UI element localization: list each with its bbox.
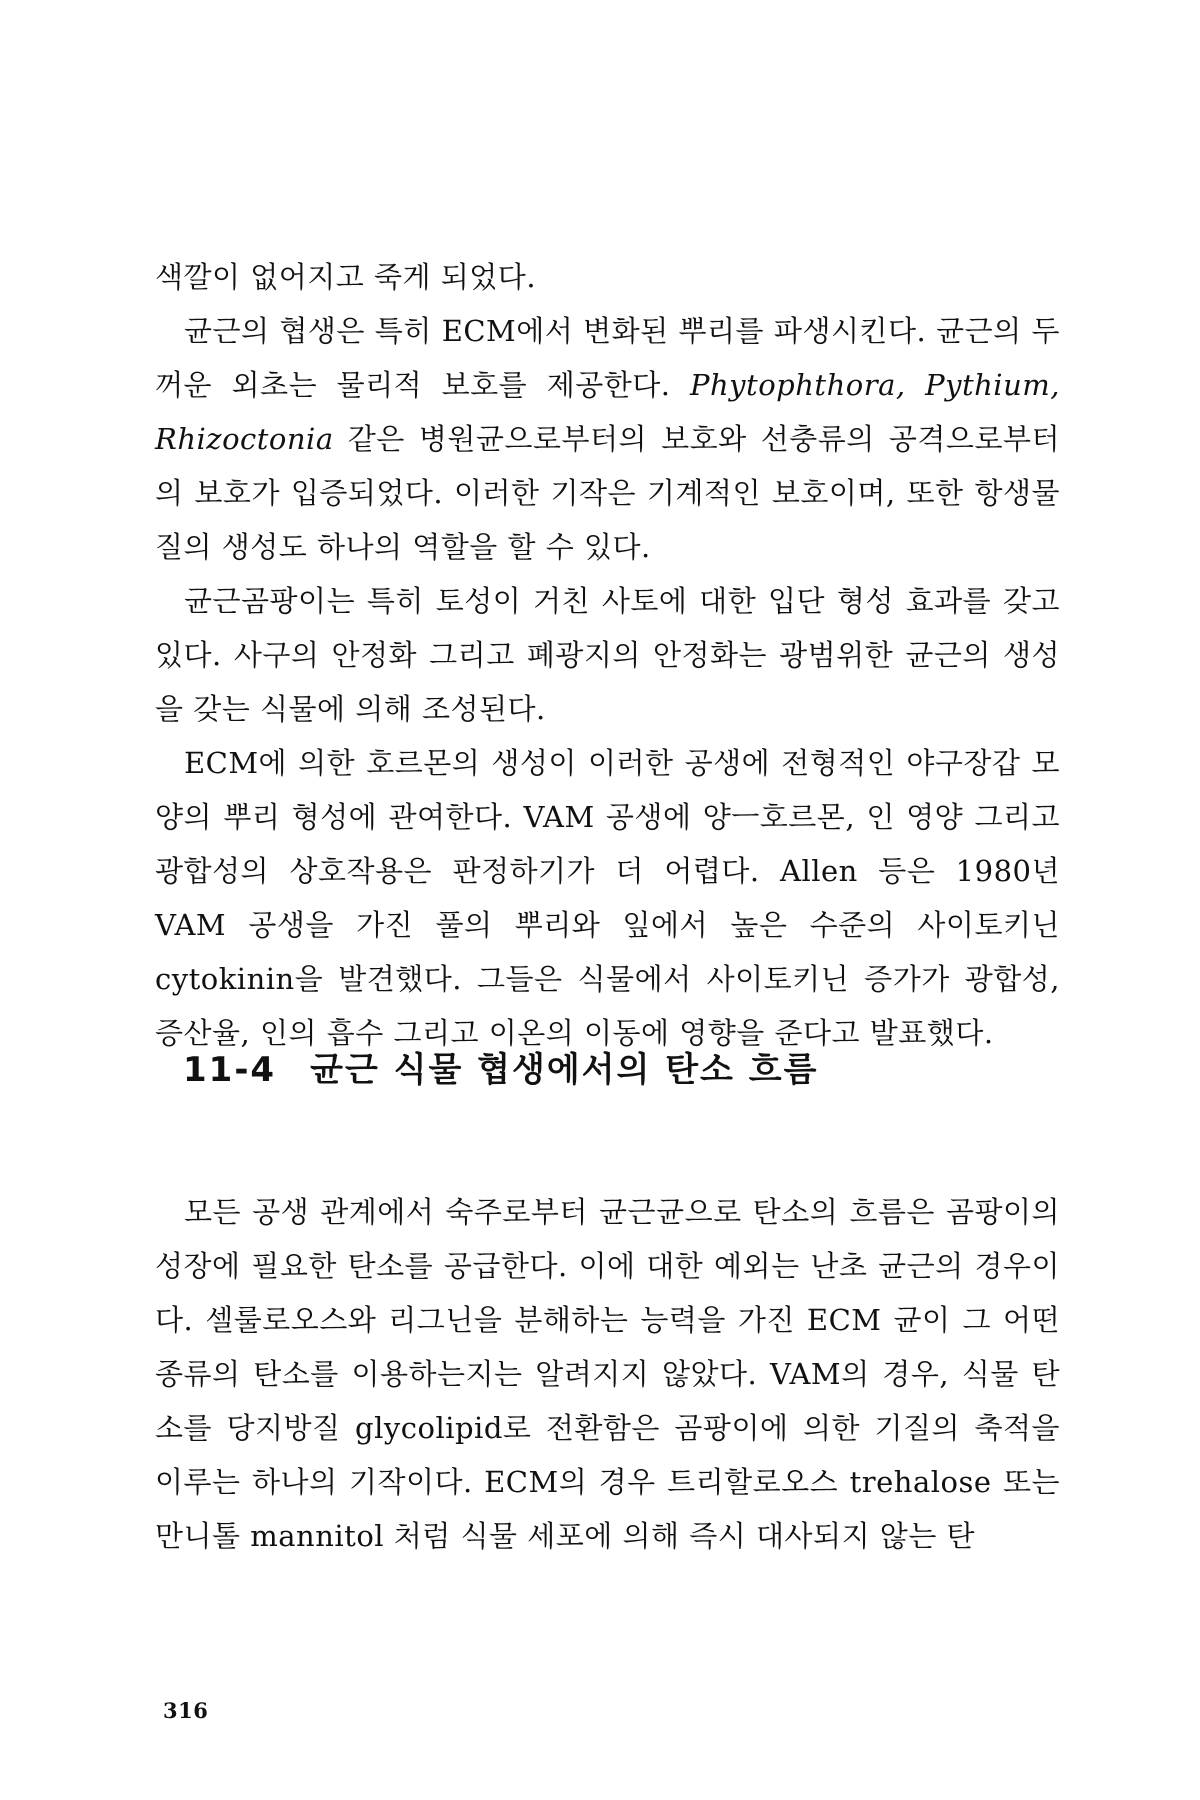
body-text-top [155, 250, 1060, 1060]
text-run: ECM에 의한 호르몬의 생성이 이러한 공생에 전형적인 야구장갑 모양의 뿌리 형성에 관여한다. VAM 공생에 양ㅡ호르몬, 인 영양 그리고 광합성의 상호작용은 판정하기가 더 어렵다. Allen 등은 1980년 VAM 공생을 가진 풀의 뿌리와 잎에서 높은 수준의 사이토키닌 cytokinin을 발견했다. 그들은 식물에서 사이토키닌 증가가 광합성, 증산율, 인의 흡수 그리고 이온의 이동에 영향을 준다고 발표했다. [155, 746, 1060, 1050]
section-heading [183, 1045, 1063, 1095]
page-number: 316 [163, 1698, 209, 1723]
body-text-bottom [155, 1185, 1060, 1563]
text-run: 균근곰팡이는 특히 토성이 거친 사토에 대한 입단 형성 효과를 갖고 있다. 사구의 안정화 그리고 폐광지의 안정화는 광범위한 균근의 생성을 갖는 식물에 의해 조성된다. [155, 584, 1060, 726]
paragraph [155, 1185, 1060, 1563]
text-run: 같은 병원균으로부터의 보호와 선충류의 공격으로부터의 보호가 입증되었다. 이러한 기작은 기계적인 보호이며, 또한 항생물질의 생성도 하나의 역할을 할 수 있다. [155, 422, 1060, 564]
paragraph [155, 736, 1060, 1060]
text-run: 색깔이 없어지고 죽게 되었다. [155, 260, 537, 294]
paragraph [155, 250, 1060, 304]
italic-term: Phytophthora, Pythium, Rhizoctonia [155, 368, 1060, 456]
text-run: 균근의 협생은 특히 ECM에서 변화된 뿌리를 파생시킨다. 균근의 두꺼운 외초는 물리적 보호를 제공한다. [155, 314, 1060, 402]
section-title: 균근 식물 협생에서의 탄소 흐름 [310, 1050, 819, 1090]
text-run: 모든 공생 관계에서 숙주로부터 균근균으로 탄소의 흐름은 곰팡이의 성장에 필요한 탄소를 공급한다. 이에 대한 예외는 난초 균근의 경우이다. 셀룰로오스와 리그닌을 분해하는 능력을 가진 ECM 균이 그 어떤 종류의 탄소를 이용하는지는 알려지지 않았다. VAM의 경우, 식물 탄소를 당지방질 glycolipid로 전환함은 곰팡이에 의한 기질의 축적을 이루는 하나의 기작이다. ECM의 경우 트리할로오스 trehalose 또는 만니톨 mannitol 처럼 식물 세포에 의해 즉시 대사되지 않는 탄 [155, 1195, 1060, 1553]
section-number: 11-4 [183, 1050, 277, 1090]
paragraph [155, 304, 1060, 574]
paragraph [155, 574, 1060, 736]
